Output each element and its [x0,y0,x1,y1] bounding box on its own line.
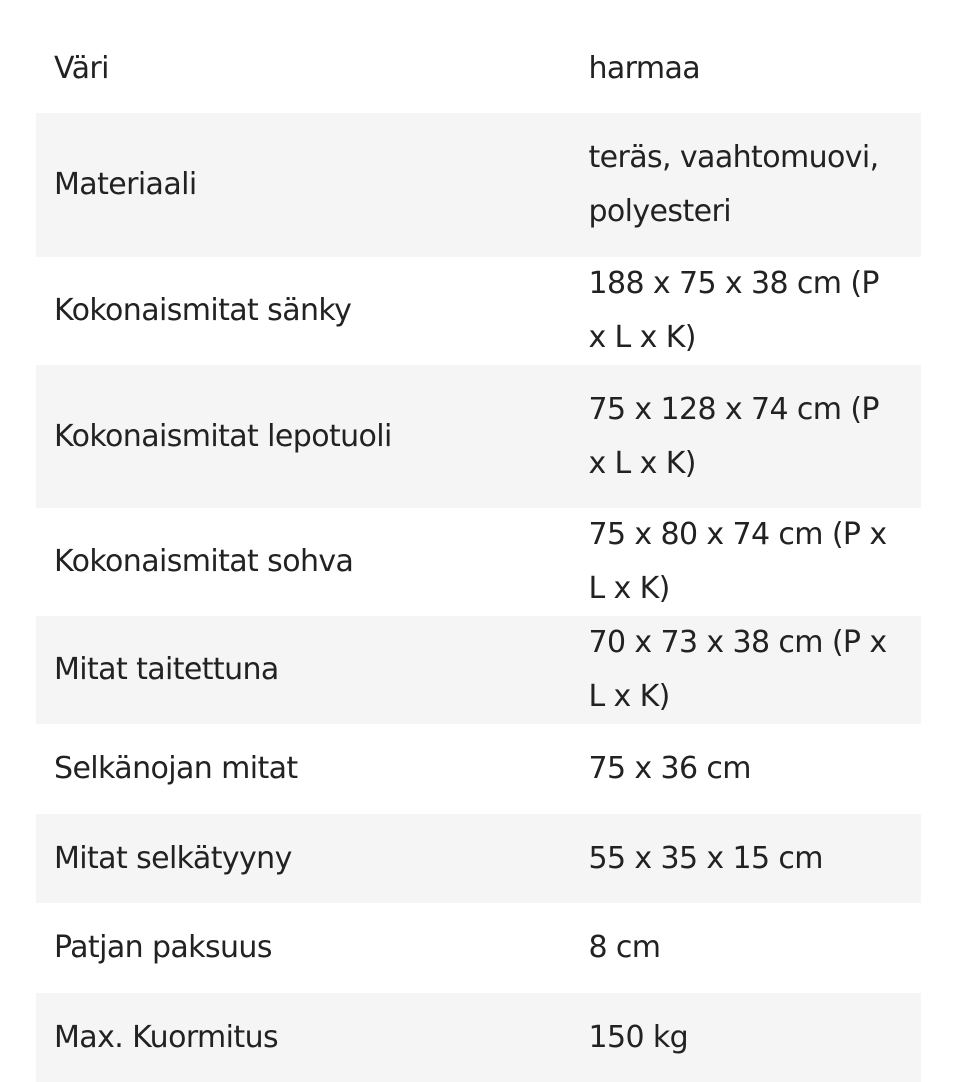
spec-row-sofa-dimensions [36,508,921,616]
spec-row-backrest-dimensions [36,724,921,814]
spec-label: Kokonaismitat sänky [54,293,352,328]
spec-label: Patjan paksuus [54,930,272,965]
spec-row-material [36,113,921,257]
spec-label: Mitat selkätyyny [54,840,292,876]
spec-label: Kokonaismitat sohva [54,544,354,579]
spec-label: Max. Kuormitus [54,1019,279,1055]
spec-label: Väri [54,50,109,86]
spec-value: 75 x 36 cm [588,751,751,786]
spec-label: Selkänojan mitat [54,751,298,786]
spec-row-bed-dimensions [36,257,921,365]
spec-row-folded-dimensions [36,616,921,724]
spec-row-max-load [36,993,921,1082]
spec-label: Kokonaismitat lepotuoli [54,418,392,454]
spec-value: 8 cm [588,930,661,965]
spec-row-cushion-dimensions [36,814,921,903]
spec-value: 70 x 73 x 38 cm (P x L x K) [588,625,887,714]
spec-value: 150 kg [588,1019,689,1055]
spec-value: harmaa [588,50,701,86]
spec-value: 75 x 80 x 74 cm (P x L x K) [588,517,887,606]
spec-value: 188 x 75 x 38 cm (P x L x K) [588,266,879,355]
spec-value: teräs, vaahtomuovi, polyesteri [588,140,879,229]
product-spec-table [36,24,921,1082]
spec-value: 75 x 128 x 74 cm (P x L x K) [588,391,879,481]
spec-row-color [36,24,921,113]
spec-label: Materiaali [54,167,197,202]
spec-value: 55 x 35 x 15 cm [588,840,823,876]
spec-row-lounger-dimensions [36,365,921,508]
spec-label: Mitat taitettuna [54,652,279,687]
spec-row-mattress-thickness [36,903,921,993]
